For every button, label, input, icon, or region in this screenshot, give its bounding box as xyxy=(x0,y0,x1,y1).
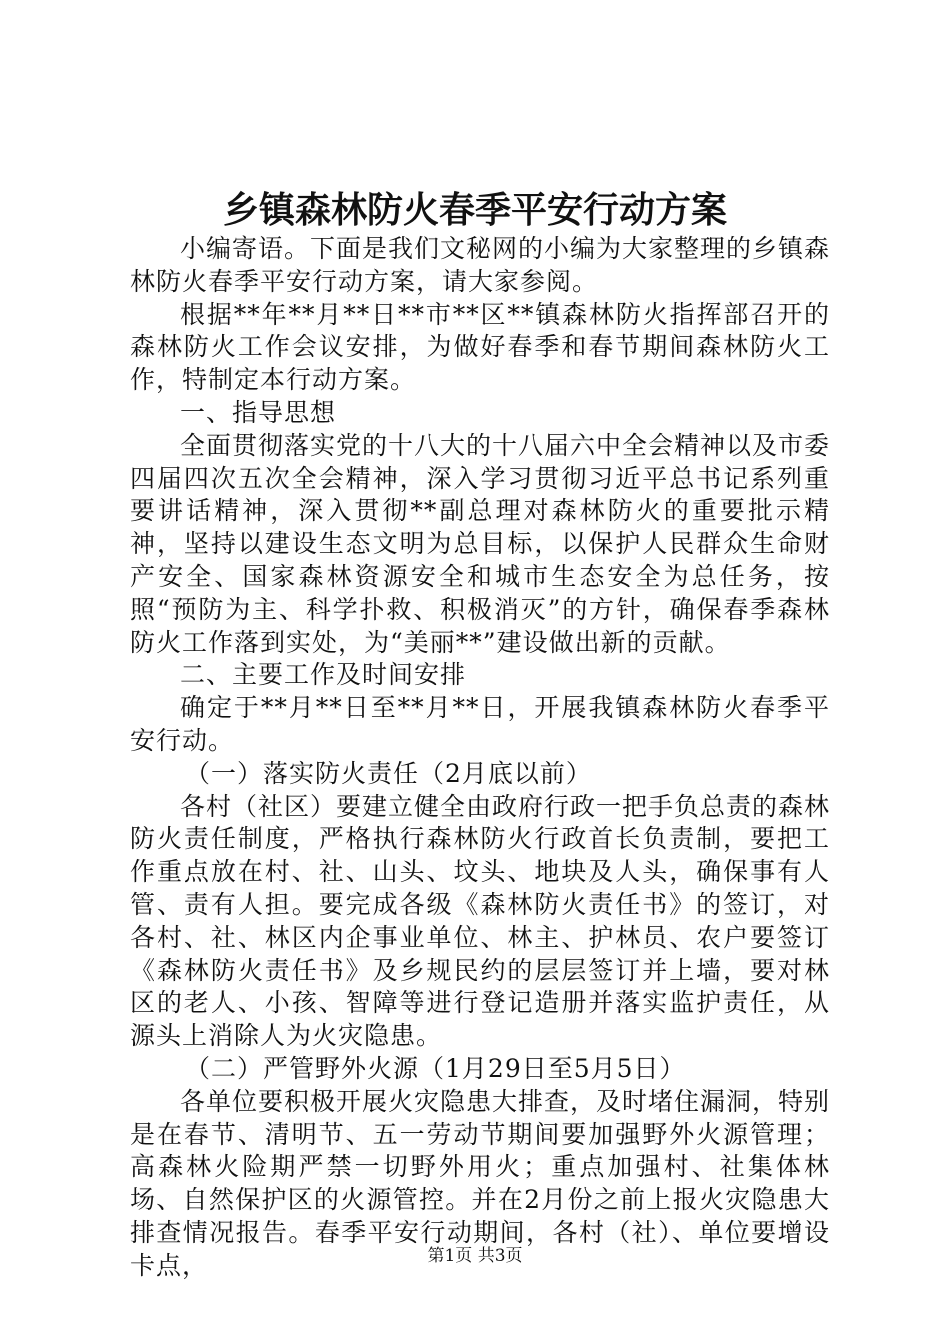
section-heading-2: 二、主要工作及时间安排 xyxy=(180,660,467,690)
paragraph-responsibility: 各村（社区）要建立健全由政府行政一把手负总责的森林防火责任制度，严格执行森林防火行政首长负责制，要把工作重点放在村、社、山头、坟头、地块及人头，确保事有人管、责有人担。要完成各级《森林防火责任书》的签订，对各村、社、林区内企事业单位、林主、护林员、农户要签订《森林防火责任书》及乡规民约的层层签订并上墙，要对林区的老人、小孩、智障等进行登记造册并落实监护责任，从源头上消除人为火灾隐患。 xyxy=(130,791,831,1051)
page-footer: 第1页 共3页 xyxy=(427,1246,523,1266)
paragraph-schedule: 确定于**月**日至**月**日，开展我镇森林防火春季平安行动。 xyxy=(130,693,830,755)
paragraph-intro: 小编寄语。下面是我们文秘网的小编为大家整理的乡镇森林防火春季平安行动方案，请大家参阅。 xyxy=(130,234,831,296)
document-title: 乡镇森林防火春季平安行动方案 xyxy=(222,189,727,231)
document-body xyxy=(130,233,830,1283)
subsection-heading-2: （二）严管野外火源（1月29日至5月5日） xyxy=(185,1053,686,1083)
section-heading-1: 一、指导思想 xyxy=(180,397,337,427)
subsection-heading-1: （一）落实防火责任（2月底以前） xyxy=(185,758,592,788)
paragraph-guiding-thought: 全面贯彻落实党的十八大的十八届六中全会精神以及市委四届四次五次全会精神，深入学习贯彻习近平总书记系列重要讲话精神，深入贯彻**副总理对森林防火的重要批示精神，坚持以建设生态文明为总目标，以保护人民群众生命财产安全、国家森林资源安全和城市生态安全为总任务，按照“预防为主、科学扑救、积极消灭”的方针，确保春季森林防火工作落到实处，为“美丽**”建设做出新的贡献。 xyxy=(130,430,831,657)
paragraph-basis: 根据**年**月**日**市**区**镇森林防火指挥部召开的森林防火工作会议安排，为做好春季和春节期间森林防火工作，特制定本行动方案。 xyxy=(130,299,830,395)
paragraph-fire-source: 各单位要积极开展火灾隐患大排查，及时堵住漏洞，特别是在春节、清明节、五一劳动节期间要加强野外火源管理；高森林火险期严禁一切野外用火；重点加强村、社集体林场、自然保护区的火源管控。并在2月份之前上报火灾隐患大排查情况报告。春季平安行动期间，各村（社）、单位要增设卡点， xyxy=(130,1086,831,1280)
